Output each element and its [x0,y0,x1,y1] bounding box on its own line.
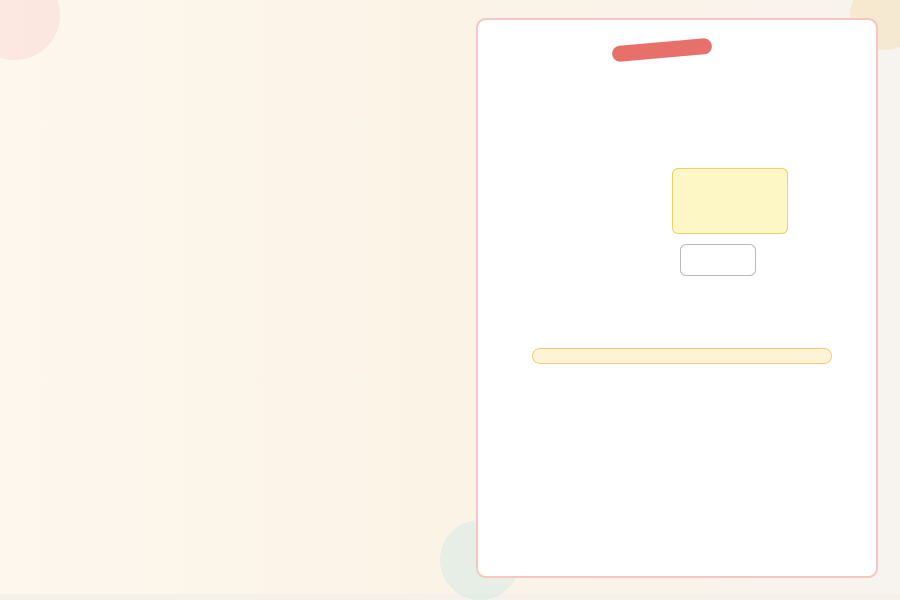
value-table [806,142,872,143]
bg-circle [0,0,60,60]
chart-callout [672,168,788,234]
checkpoint-heading [532,348,832,364]
check-heading [575,428,579,441]
chart-callout-small [680,244,756,276]
